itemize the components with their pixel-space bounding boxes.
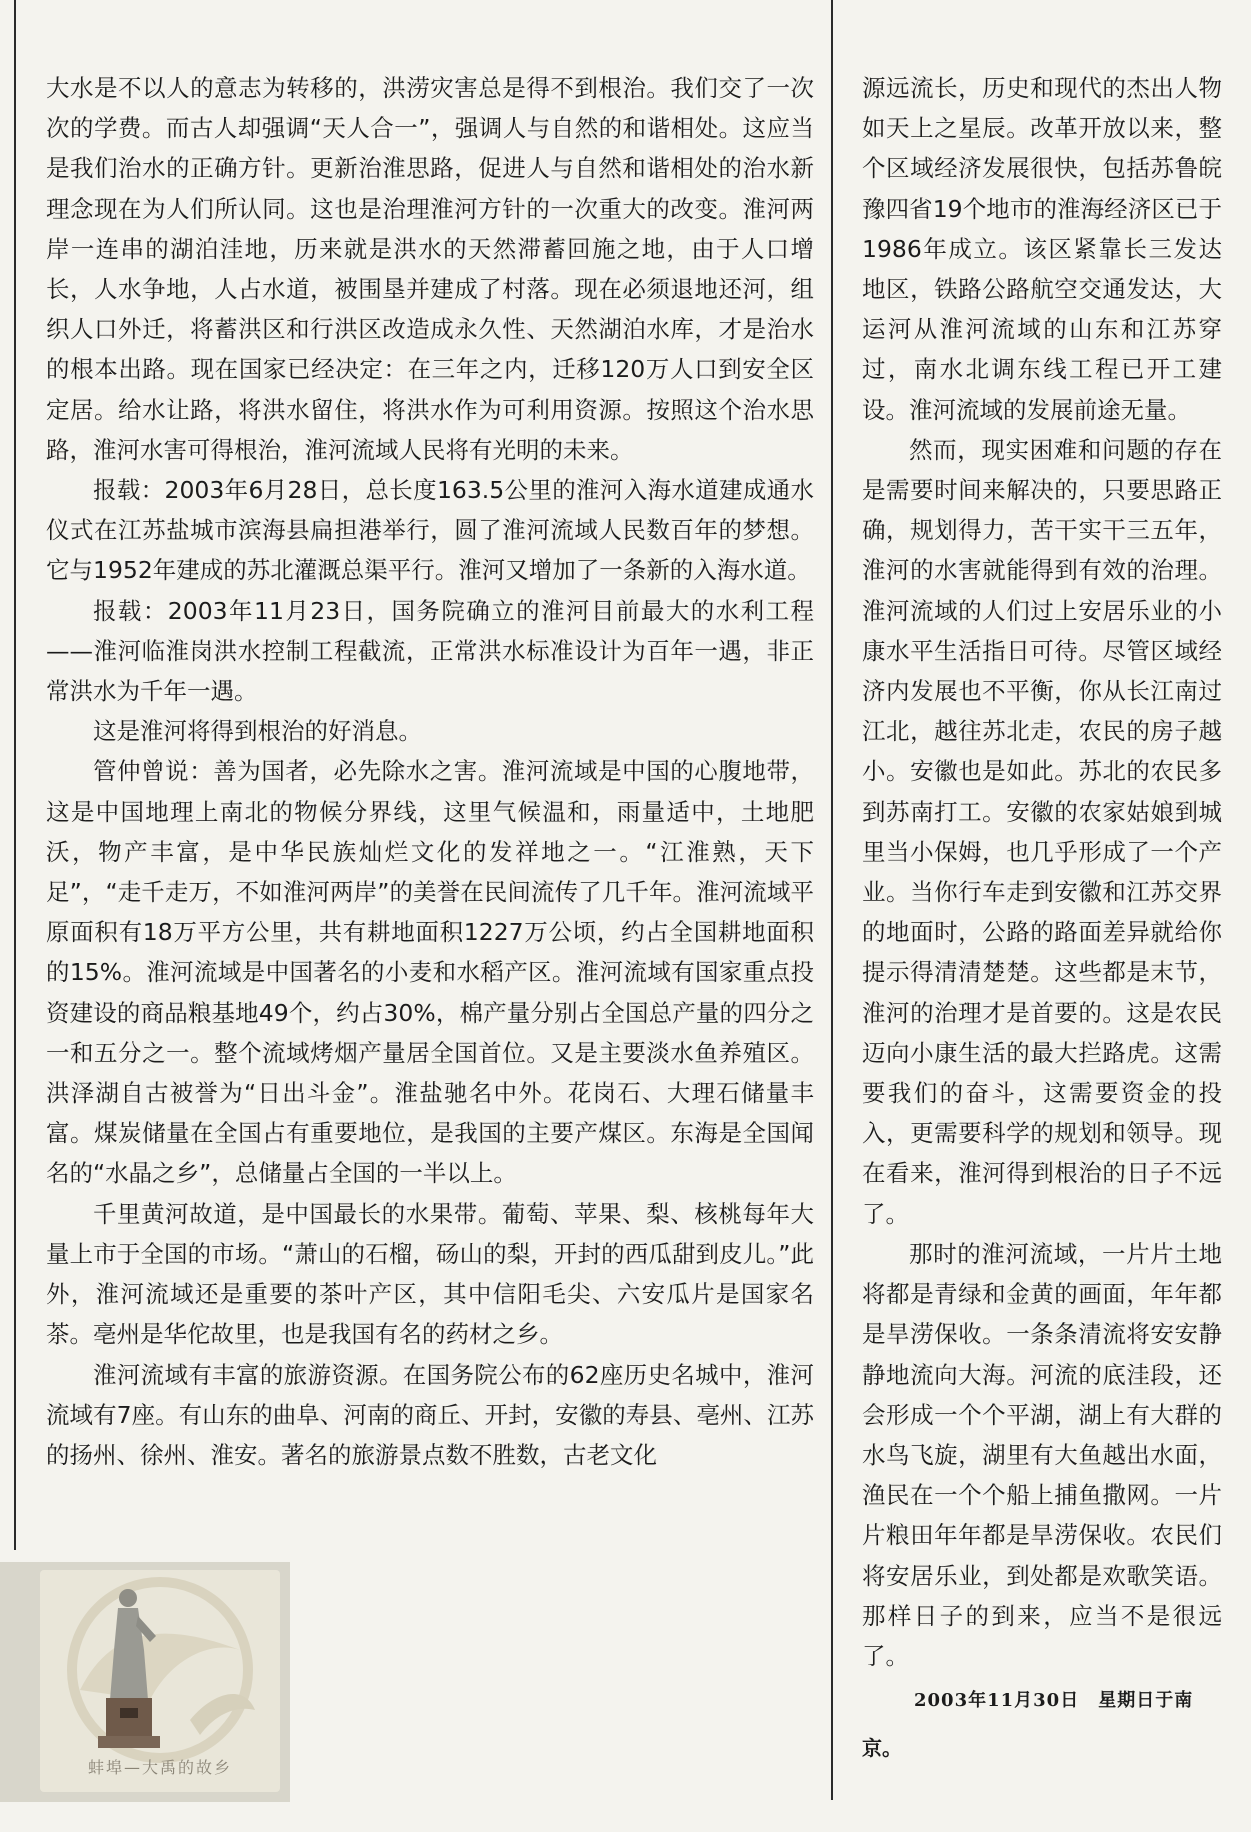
- column-divider-rule: [831, 0, 833, 1800]
- paragraph: 大水是不以人的意志为转移的，洪涝灾害总是得不到根治。我们交了一次次的学费。而古人却强调“天人合一”，强调人与自然的和谐相处。这应当是我们治水的正确方针。更新治淮思路，促进人与自然和谐相处的治水新理念现在为人们所认同。这也是治理淮河方针的一次重大的改变。淮河两岸一连串的湖泊洼地，历来就是洪水的天然滞蓄回施之地，由于人口增长，人水争地，人占水道，被围垦并建成了村落。现在必须退地还河，组织人口外迁，将蓄洪区和行洪区改造成永久性、天然湖泊水库，才是治水的根本出路。现在国家已经决定：在三年之内，迁移120万人口到安全区定居。给水让路，将洪水留住，将洪水作为可利用资源。按照这个治水思路，淮河水害可得根治，淮河流域人民将有光明的未来。: [46, 74, 814, 464]
- date-signature-tail: 京。: [862, 1736, 902, 1761]
- paragraph: 千里黄河故道，是中国最长的水果带。葡萄、苹果、梨、核桃每年大量上市于全国的市场。“萧山的石榴，砀山的梨，开封的西瓜甜到皮儿。”此外，淮河流域还是重要的茶叶产区，其中信阳毛尖、六安瓜片是国家名茶。亳州是华佗故里，也是我国有名的药材之乡。: [46, 1199, 814, 1349]
- emblem-caption: 蚌埠—大禹的故乡: [87, 1758, 232, 1777]
- left-border-rule: [14, 0, 16, 1550]
- emblem-panel: [40, 1570, 280, 1792]
- paragraph: 报载：2003年6月28日，总长度163.5公里的淮河入海水道建成通水仪式在江苏盐城市滨海县扁担港举行，圆了淮河流域人民数百年的梦想。它与1952年建成的苏北灌溉总渠平行。淮河又增加了一条新的入海水道。: [46, 476, 814, 585]
- paragraph: 管仲曾说：善为国者，必先除水之害。淮河流域是中国的心腹地带，这是中国地理上南北的物候分界线，这里气候温和，雨量适中，土地肥沃，物产丰富，是中华民族灿烂文化的发祥地之一。“江淮熟，天下足”，“走千走万，不如淮河两岸”的美誉在民间流传了几千年。淮河流域平原面积有18万平方公里，共有耕地面积1227万公顷，约占全国耕地面积的15%。淮河流域是中国著名的小麦和水稻产区。淮河流域有国家重点投资建设的商品粮基地49个，约占30%，棉产量分别占全国总产量的四分之一和五分之一。整个流域烤烟产量居全国首位。又是主要淡水鱼养殖区。洪泽湖自古被誉为“日出斗金”。淮盐驰名中外。花岗石、大理石储量丰富。煤炭储量在全国占有重要地位，是我国的主要产煤区。东海是全国闻名的“水晶之乡”，总储量占全国的一半以上。: [46, 757, 814, 1188]
- right-text-column: [862, 68, 1222, 1768]
- statue-emblem: [0, 1562, 290, 1802]
- paragraph: 那时的淮河流域，一片片土地将都是青绿和金黄的画面，年年都是旱涝保收。一条条清流将安安静静地流向大海。河流的底洼段，还会形成一个个平湖，湖上有大群的水鸟飞旋，湖里有大鱼越出水面，渔民在一个个船上捕鱼撒网。一片片粮田年年都是旱涝保收。农民们将安居乐业，到处都是欢歌笑语。那样日子的到来，应当不是很远了。: [862, 1239, 1222, 1670]
- paragraph: 淮河流域有丰富的旅游资源。在国务院公布的62座历史名城中，淮河流域有7座。有山东的曲阜、河南的商丘、开封，安徽的寿县、亳州、江苏的扬州、徐州、淮安。著名的旅游景点数不胜数，古老文化: [46, 1360, 814, 1469]
- date-signature: 2003年11月30日 星期日于南: [914, 1690, 1194, 1712]
- paragraph: 报载：2003年11月23日，国务院确立的淮河目前最大的水利工程——淮河临淮岗洪水控制工程截流，正常洪水标准设计为百年一遇，非正常洪水为千年一遇。: [46, 596, 814, 706]
- left-text-column: [46, 68, 814, 1475]
- paragraph: 然而，现实困难和问题的存在是需要时间来解决的，只要思路正确，规划得力，苦干实干三五年，淮河的水害就能得到有效的治理。淮河流域的人们过上安居乐业的小康水平生活指日可待。尽管区域经济内发展也不平衡，你从长江南过江北，越往苏北走，农民的房子越小。安徽也是如此。苏北的农民多到苏南打工。安徽的农家姑娘到城里当小保姆，也几乎形成了一个产业。当你行车走到安徽和江苏交界的地面时，公路的路面差异就给你提示得清清楚楚。这些都是末节，淮河的治理才是首要的。这是农民迈向小康生活的最大拦路虎。这需要我们的奋斗，这需要资金的投入，更需要科学的规划和领导。现在看来，淮河得到根治的日子不远了。: [862, 435, 1222, 1228]
- paragraph: 这是淮河将得到根治的好消息。: [93, 717, 422, 746]
- paragraph: 源远流长，历史和现代的杰出人物如天上之星辰。改革开放以来，整个区域经济发展很快，包括苏鲁皖豫四省19个地市的淮海经济区已于1986年成立。该区紧靠长三发达地区，铁路公路航空交通发达，大运河从淮河流域的山东和江苏穿过，南水北调东线工程已开工建设。淮河流域的发展前途无量。: [862, 74, 1222, 424]
